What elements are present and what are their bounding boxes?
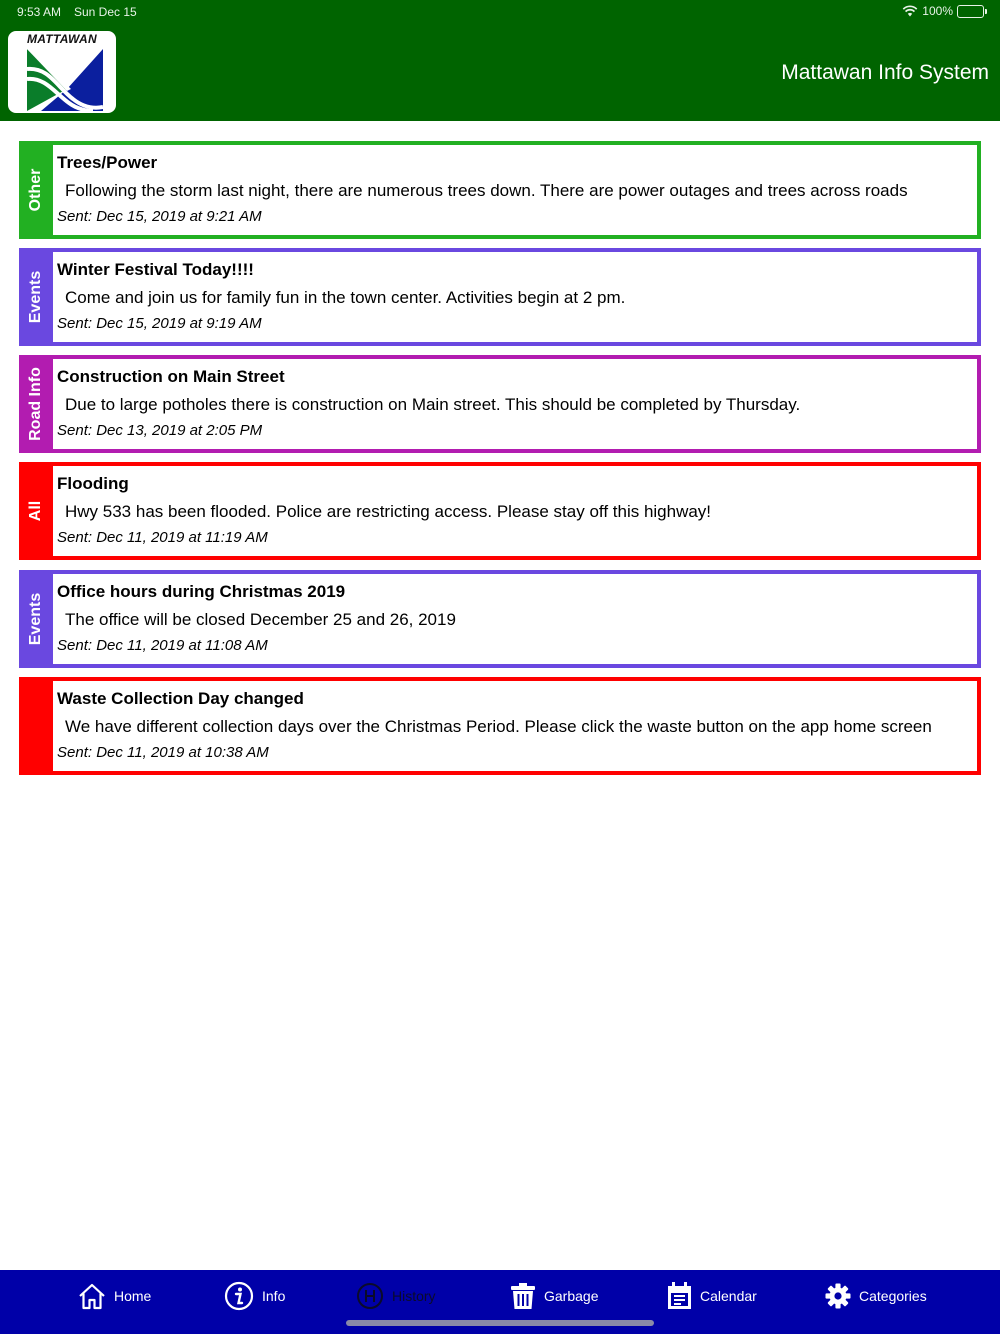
home-indicator[interactable] bbox=[346, 1320, 654, 1326]
category-tab bbox=[19, 355, 53, 453]
message-text: Come and join us for family fun in the town center. Activities begin at 2 pm. bbox=[65, 288, 626, 307]
tab-label: History bbox=[392, 1288, 436, 1304]
message-body bbox=[53, 570, 981, 668]
message-body bbox=[53, 355, 981, 453]
message-title: Flooding bbox=[57, 474, 129, 493]
message-sent-time: Sent: Dec 13, 2019 at 2:05 PM bbox=[57, 422, 263, 439]
message-sent-time: Sent: Dec 15, 2019 at 9:19 AM bbox=[57, 315, 262, 332]
tab-garbage[interactable] bbox=[510, 1270, 598, 1322]
category-label: All bbox=[27, 500, 44, 522]
message-text: The office will be closed December 25 and 26, 2019 bbox=[65, 610, 456, 629]
tab-label: Garbage bbox=[544, 1288, 599, 1304]
wifi-icon bbox=[902, 5, 918, 17]
app-title: Mattawan Info System bbox=[781, 61, 989, 84]
tab-label: Info bbox=[262, 1288, 286, 1304]
category-label: Road Info bbox=[27, 367, 44, 441]
tab-label: Home bbox=[114, 1288, 152, 1304]
message-body bbox=[53, 462, 981, 560]
battery-percent: 100% bbox=[922, 4, 953, 18]
mattawan-logo[interactable] bbox=[8, 31, 116, 113]
message-text: Due to large potholes there is construction on Main street. This should be completed by Thursday. bbox=[65, 395, 801, 414]
message-sent-time: Sent: Dec 15, 2019 at 9:21 AM bbox=[57, 208, 262, 225]
message-card[interactable] bbox=[19, 677, 981, 775]
message-card[interactable] bbox=[19, 462, 981, 560]
message-text: Following the storm last night, there are numerous trees down. There are power outages and trees across roads bbox=[65, 181, 908, 200]
message-card[interactable] bbox=[19, 248, 981, 346]
status-right bbox=[902, 4, 984, 18]
tab-label: Calendar bbox=[700, 1288, 757, 1304]
tab-history[interactable] bbox=[356, 1270, 436, 1322]
message-body bbox=[53, 248, 981, 346]
message-sent-time: Sent: Dec 11, 2019 at 10:38 AM bbox=[57, 744, 269, 761]
app-header bbox=[0, 0, 1000, 121]
category-label: Events bbox=[27, 592, 44, 646]
logo-mountain-icon bbox=[27, 45, 103, 111]
gear-icon bbox=[825, 1283, 851, 1309]
message-sent-time: Sent: Dec 11, 2019 at 11:19 AM bbox=[57, 529, 268, 546]
message-body bbox=[53, 141, 981, 239]
category-label: Events bbox=[27, 270, 44, 324]
message-text: Hwy 533 has been flooded. Police are restricting access. Please stay off this highway! bbox=[65, 502, 712, 521]
message-card[interactable] bbox=[19, 141, 981, 239]
message-body bbox=[53, 677, 981, 775]
tab-home[interactable] bbox=[78, 1270, 151, 1322]
tab-info[interactable] bbox=[224, 1270, 285, 1322]
message-card[interactable] bbox=[19, 570, 981, 668]
home-icon bbox=[78, 1282, 106, 1310]
tab-calendar[interactable] bbox=[667, 1270, 757, 1322]
message-title: Waste Collection Day changed bbox=[57, 689, 304, 708]
category-tab bbox=[19, 677, 53, 775]
category-tab bbox=[19, 570, 53, 668]
trash-icon bbox=[510, 1282, 536, 1310]
category-tab bbox=[19, 141, 53, 239]
tab-label: Categories bbox=[859, 1288, 927, 1304]
message-text: We have different collection days over the Christmas Period. Please click the waste button on the app home screen bbox=[65, 717, 932, 736]
history-icon bbox=[356, 1282, 384, 1310]
message-title: Office hours during Christmas 2019 bbox=[57, 582, 346, 601]
category-tab bbox=[19, 248, 53, 346]
category-label: Other bbox=[27, 168, 44, 212]
tab-categories[interactable] bbox=[825, 1270, 927, 1322]
message-title: Winter Festival Today!!!! bbox=[57, 260, 254, 279]
message-title: Trees/Power bbox=[57, 153, 158, 172]
calendar-icon bbox=[667, 1282, 692, 1310]
message-sent-time: Sent: Dec 11, 2019 at 11:08 AM bbox=[57, 637, 268, 654]
status-date: Sun Dec 15 bbox=[74, 5, 137, 19]
message-card[interactable] bbox=[19, 355, 981, 453]
message-title: Construction on Main Street bbox=[57, 367, 285, 386]
logo-text: MATTAWAN bbox=[27, 32, 97, 46]
battery-icon bbox=[957, 5, 984, 18]
info-icon bbox=[224, 1281, 254, 1311]
status-time: 9:53 AM bbox=[17, 5, 62, 19]
status-bar bbox=[0, 0, 1000, 24]
category-tab bbox=[19, 462, 53, 560]
